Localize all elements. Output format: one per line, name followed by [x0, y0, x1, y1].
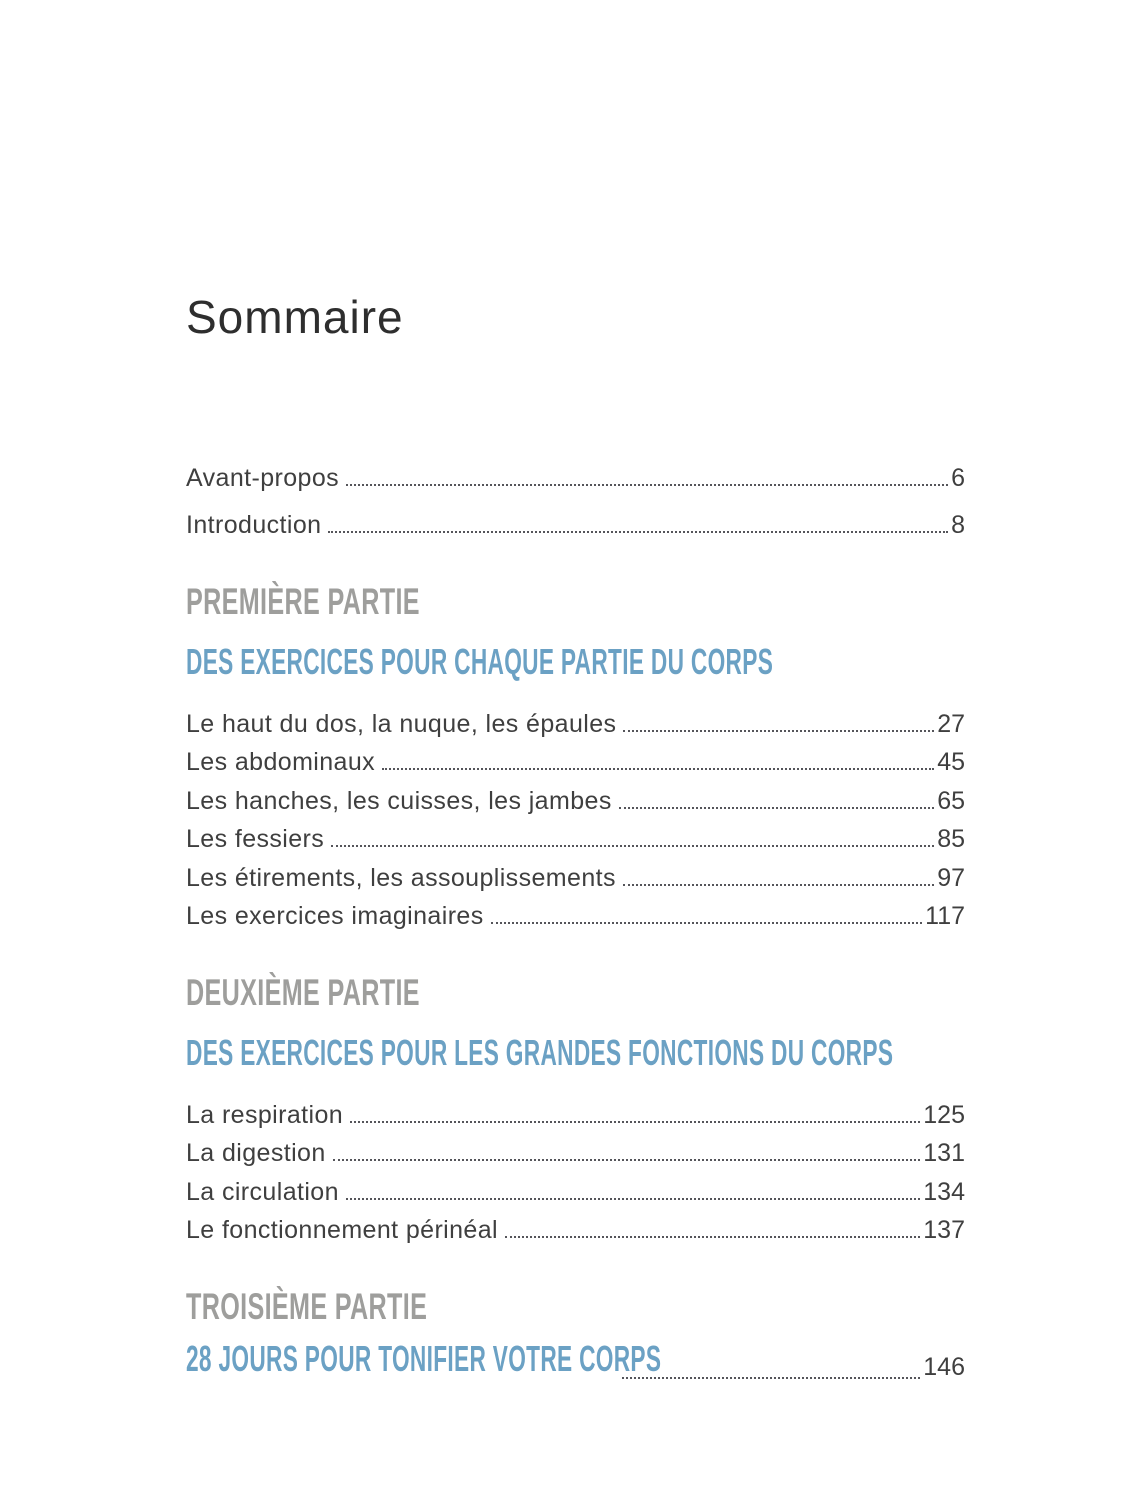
toc-entry-label: Le haut du dos, la nuque, les épaules [186, 709, 617, 738]
page-title: Sommaire [186, 291, 404, 343]
part-heading-page: 146 [923, 1353, 965, 1381]
toc-entry[interactable] [186, 893, 965, 932]
toc-entry-page: 45 [937, 748, 965, 776]
part-kicker [186, 1285, 965, 1337]
dot-leader [350, 1121, 920, 1123]
toc-entry-label: Les abdominaux [186, 748, 376, 776]
toc-entry[interactable] [186, 1168, 965, 1207]
toc-part [186, 580, 965, 931]
toc-entry-page: 65 [937, 786, 965, 815]
part-kicker-label: DEUXIÈME PARTIE [186, 972, 420, 1013]
toc-entry-page: 137 [923, 1216, 965, 1244]
front-matter-list [186, 446, 965, 540]
dot-leader [505, 1236, 920, 1238]
dot-leader [382, 768, 934, 770]
toc-entry-page: 97 [937, 863, 965, 892]
toc-entry[interactable] [186, 1207, 965, 1246]
dot-leader [331, 845, 934, 847]
toc-entry-page: 27 [937, 709, 965, 738]
toc-entry-page: 134 [923, 1177, 965, 1206]
part-heading [186, 642, 965, 690]
toc-entry-label: Les exercices imaginaires [186, 902, 484, 930]
toc-entry[interactable] [186, 700, 965, 739]
part-kicker-label: PREMIÈRE PARTIE [186, 581, 420, 622]
toc-entry-page: 8 [951, 511, 965, 539]
toc-entry-label: Les hanches, les cuisses, les jambes [186, 786, 612, 815]
toc-entry-label: La digestion [186, 1139, 326, 1167]
dot-leader [346, 484, 948, 486]
toc-entry-label: Les étirements, les assouplissements [186, 863, 616, 892]
toc-entry-label: La respiration [186, 1100, 344, 1129]
toc-entry[interactable] [186, 816, 965, 855]
dot-leader [328, 531, 948, 533]
toc-entry-page: 117 [925, 902, 965, 930]
toc-entry-label: Avant-propos [186, 464, 340, 492]
dot-leader [623, 884, 934, 886]
part-heading-label: DES EXERCICES POUR CHAQUE PARTIE DU CORPS [186, 641, 774, 682]
toc-content [186, 0, 965, 1397]
part-kicker [186, 580, 965, 632]
toc-entry[interactable] [186, 854, 965, 893]
toc-entry-page: 125 [923, 1100, 965, 1129]
part-heading [186, 1033, 965, 1081]
parts [186, 580, 965, 1387]
toc-entry[interactable] [186, 1130, 965, 1169]
toc-entry-label: Les fessiers [186, 825, 325, 853]
toc-entry-page: 6 [951, 464, 965, 492]
toc-entry-page: 131 [923, 1139, 965, 1167]
part-heading-label: DES EXERCICES POUR LES GRANDES FONCTIONS DU CORPS [186, 1032, 894, 1073]
dot-leader [623, 730, 934, 732]
toc-part [186, 971, 965, 1245]
part-kicker [186, 971, 965, 1023]
part-items [186, 700, 965, 931]
toc-entry[interactable] [186, 1091, 965, 1130]
toc-entry[interactable] [186, 739, 965, 778]
part-heading-label: 28 JOURS POUR TONIFIER VOTRE CORPS [186, 1338, 662, 1379]
toc-entry-label: Introduction [186, 511, 322, 539]
dot-leader [491, 922, 923, 924]
toc-part [186, 1285, 965, 1387]
toc-entry-label: Le fonctionnement périnéal [186, 1216, 498, 1244]
toc-entry-page: 85 [937, 825, 965, 853]
dot-leader [333, 1159, 921, 1161]
toc-entry-label: La circulation [186, 1177, 339, 1206]
toc-entry[interactable] [186, 493, 965, 540]
part-heading[interactable] [186, 1338, 965, 1387]
toc-entry[interactable] [186, 777, 965, 816]
part-kicker-label: TROISIÈME PARTIE [186, 1286, 428, 1327]
dot-leader [346, 1198, 920, 1200]
toc-entry[interactable] [186, 446, 965, 493]
dot-leader [619, 807, 934, 809]
dot-leader [622, 1377, 920, 1379]
part-items [186, 1091, 965, 1245]
